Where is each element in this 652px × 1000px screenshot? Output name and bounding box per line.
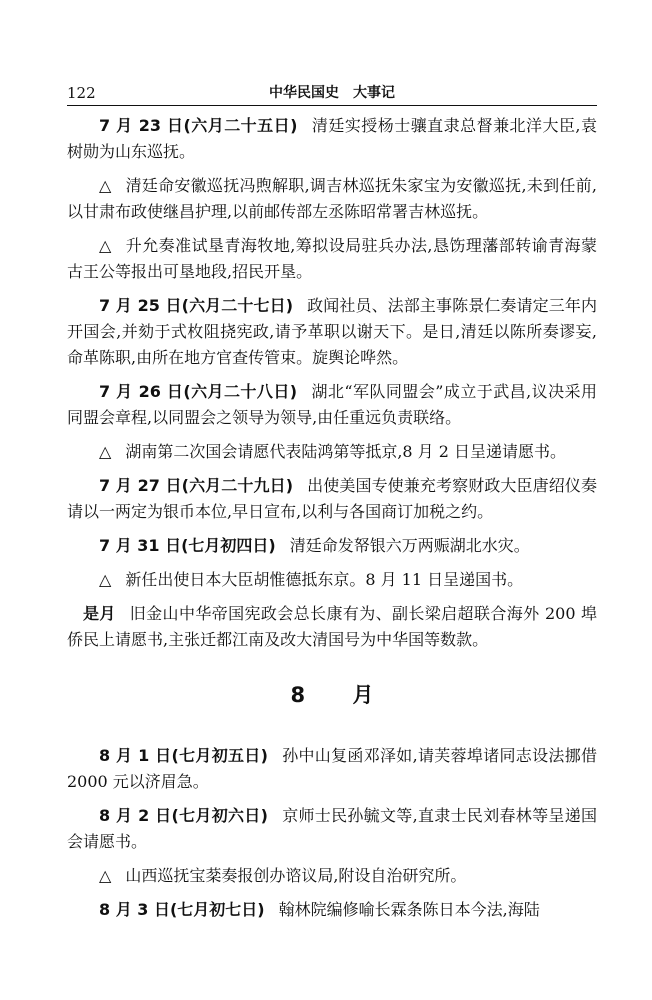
entry-date: 7 月 26 日(六月二十八日) — [99, 382, 298, 401]
entry-0727 — [67, 473, 597, 525]
entry-0723-c — [67, 233, 597, 285]
entry-date: 7 月 31 日(七月初四日) — [99, 536, 276, 555]
entry-this-month — [67, 601, 597, 653]
entry-text: 出使美国专使兼充考察财政大臣唐绍仪奏请以一两定为银币本位,早日宣布,以利与各国商订加税之约。 — [67, 476, 597, 521]
entry-text: 山西巡抚宝棻奏报创办谘议局,附设自治研究所。 — [125, 866, 467, 885]
entry-0726 — [67, 379, 597, 431]
triangle-icon: △ — [99, 176, 112, 195]
entry-date: 8 月 1 日(七月初五日) — [99, 746, 268, 765]
entry-date: 7 月 27 日(六月二十九日) — [99, 476, 294, 495]
entry-text: 政闻社员、法部主事陈景仁奏请定三年内开国会,并劾于式枚阻挠宪政,请予革职以谢天下。是日,清廷以陈所奏谬妄,命革陈职,由所在地方官查传管束。旋舆论哗然。 — [67, 296, 597, 367]
entry-text: 翰林院编修喻长霖条陈日本今法,海陆 — [278, 900, 540, 919]
entry-0802 — [67, 803, 597, 855]
entry-text: 清廷实授杨士骧直隶总督兼北洋大臣,袁树勋为山东巡抚。 — [67, 116, 597, 161]
month-heading: 8 月 — [290, 683, 394, 707]
entry-text: 旧金山中华帝国宪政会总长康有为、副长梁启超联合海外 200 埠侨民上请愿书,主张迁都江南及改大清国号为中华国等数款。 — [67, 604, 597, 649]
running-title: 中华民国史 大事记 — [269, 85, 395, 101]
page-number: 122 — [67, 84, 96, 102]
entry-0801 — [67, 743, 597, 795]
entry-text: 孙中山复函邓泽如,请芙蓉埠诸同志设法挪借 2000 元以济眉急。 — [67, 746, 597, 791]
entry-date: 8 月 3 日(七月初七日) — [99, 900, 265, 919]
triangle-icon: △ — [99, 236, 112, 255]
entry-0731 — [67, 533, 597, 559]
entry-0723 — [67, 113, 597, 165]
entry-date: 是月 — [83, 604, 116, 623]
entry-0725 — [67, 293, 597, 371]
entry-text: 湖北“军队同盟会”成立于武昌,议决采用同盟会章程,以同盟会之领导为领导,由任重远负责联络。 — [67, 382, 597, 427]
entry-0731-b — [67, 567, 597, 593]
entry-0726-b — [67, 439, 597, 465]
entry-date: 7 月 23 日(六月二十五日) — [99, 116, 298, 135]
entry-text: 清廷命发帑银六万两赈湖北水灾。 — [289, 536, 530, 555]
triangle-icon: △ — [99, 866, 112, 885]
entry-text: 清廷命安徽巡抚冯煦解职,调吉林巡抚朱家宝为安徽巡抚,未到任前,以甘肃布政使继昌护理,以前邮传部左丞陈昭常署吉林巡抚。 — [67, 176, 597, 221]
entry-date: 8 月 2 日(七月初六日) — [99, 806, 268, 825]
triangle-icon: △ — [99, 442, 112, 461]
header-rule — [67, 105, 597, 106]
entry-text: 湖南第二次国会请愿代表陆鸿第等抵京,8 月 2 日呈递请愿书。 — [125, 442, 567, 461]
page-body — [67, 113, 597, 931]
triangle-icon: △ — [99, 570, 112, 589]
entry-text: 升允奏准试垦青海牧地,筹拟设局驻兵办法,恳饬理藩部转谕青海蒙古王公等报出可垦地段,招民开垦。 — [67, 236, 597, 281]
entry-date: 7 月 25 日(六月二十七日) — [99, 296, 294, 315]
entry-text: 京师士民孙毓文等,直隶士民刘春林等呈递国会请愿书。 — [67, 806, 597, 851]
entry-0723-b — [67, 173, 597, 225]
entry-0802-b — [67, 863, 597, 889]
entry-text: 新任出使日本大臣胡惟德抵东京。8 月 11 日呈递国书。 — [125, 570, 524, 589]
entry-0803 — [67, 897, 597, 923]
page-header — [67, 82, 597, 106]
